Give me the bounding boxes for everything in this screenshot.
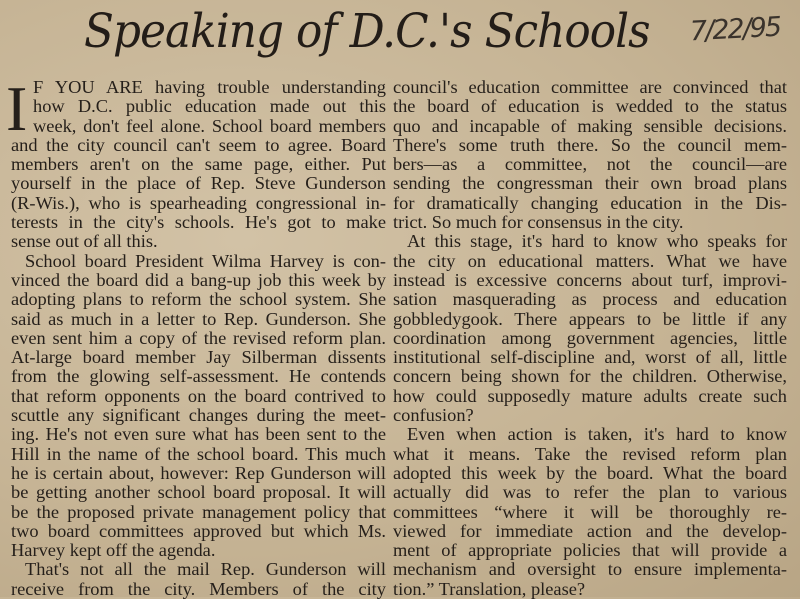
text-line: Harvey kept off the agenda. [11, 540, 216, 561]
text-line: adopted this week by the board. What the board [393, 462, 787, 483]
text-line: how D.C. public education made out this [33, 96, 386, 117]
text-line: ment of appropriate policies that will provide a [393, 540, 787, 561]
text-line: mechanism and oversight to ensure implementa- [393, 559, 787, 580]
text-line: terests in the city's schools. He's got to make [11, 212, 386, 233]
text-line: School board President Wilma Harvey is con- [25, 250, 386, 271]
drop-cap: I [6, 73, 28, 144]
text-line: that reform opponents on the board contrived to [11, 385, 386, 406]
text-line: tion.” Translation, please? [393, 578, 586, 599]
text-line: sation masquerading as process and education [393, 289, 787, 310]
text-line: Hill in the name of the school board. This much [11, 443, 386, 464]
text-line: concern being shown for the children. Otherwise, [393, 366, 787, 387]
text-line: said as much in a letter to Rep. Gunderson. She [11, 308, 386, 329]
handwritten-date: 7/22/95 [689, 11, 781, 48]
text-line: receive from the city. Members of the city [11, 578, 386, 599]
text-line: institutional self-discipline and, worst of all, little [393, 347, 787, 368]
text-line: coordination among government agencies, little [393, 327, 787, 348]
text-line: what it means. Take the revised reform plan [393, 443, 787, 464]
text-line: viewed for immediate action and the develop- [393, 520, 787, 541]
text-line: from the glowing self-assessment. He contends [11, 366, 386, 387]
text-line: the city on educational matters. What we have [393, 250, 787, 271]
text-line: vinced the board did a bang-up job this week by [11, 269, 386, 290]
text-line: (R-Wis.), who is spearheading congressional in- [11, 192, 386, 213]
text-line: the board of education is wedded to the status [393, 96, 787, 117]
text-line: There's some truth there. So the council mem- [393, 134, 787, 155]
text-line: and the city council can't seem to agree. Board [11, 134, 386, 155]
text-line: for dramatically changing education in the Dis- [393, 192, 787, 213]
text-line: At-large board member Jay Silberman dissents [11, 347, 386, 368]
article-column-left [6, 73, 386, 599]
text-line: quo and incapable of making sensible decisions. [393, 115, 787, 136]
text-line: At this stage, it's hard to know who speaks for [407, 231, 787, 252]
text-line: even sent him a copy of the revised reform plan. [11, 327, 386, 348]
text-line: scuttle any significant changes during the meet- [11, 405, 386, 426]
text-line: be getting another school board proposal. It will [11, 482, 386, 503]
text-line: be the proposed private management policy that [11, 501, 386, 522]
text-line: how could supposedly mature adults create such [393, 385, 787, 406]
article-column-right [393, 78, 787, 599]
text-line: sending the congressman their own broad plans [393, 173, 787, 194]
text-line: two board committees approved but which Ms. [11, 520, 386, 541]
text-line: actually did was to refer the plan to various [393, 482, 787, 503]
text-line: Even when action is taken, it's hard to know [407, 424, 787, 445]
text-line: confusion? [393, 405, 474, 426]
text-line: he is certain about, however: Rep Gunderson will [11, 462, 386, 483]
text-line: sense out of all this. [11, 231, 158, 252]
text-line: committees “where it will be thoroughly re- [393, 501, 787, 522]
text-line: council's education committee are convinced that [393, 77, 787, 97]
headline: Speaking of D.C.'s Schools [84, 4, 650, 59]
text-line: bers—as a committee, not the council—are [393, 154, 787, 175]
text-line: F YOU ARE having trouble understanding [33, 77, 386, 97]
text-line: ing. He's not even sure what has been sent to the [11, 424, 386, 445]
text-line: trict. So much for consensus in the city. [393, 212, 684, 233]
text-line: instead is excessive concerns about turf, improvi- [393, 269, 787, 290]
text-line: members aren't on the same page, either. Put [11, 154, 386, 175]
text-line: yourself in the place of Rep. Steve Gunderson [11, 173, 386, 194]
text-line: adopting plans to reform the school system. She [11, 289, 386, 310]
text-line: That's not all the mail Rep. Gunderson will [25, 559, 386, 580]
text-line: week, don't feel alone. School board members [33, 115, 386, 136]
text-line: gobbledygook. There appears to be little if any [393, 308, 787, 329]
